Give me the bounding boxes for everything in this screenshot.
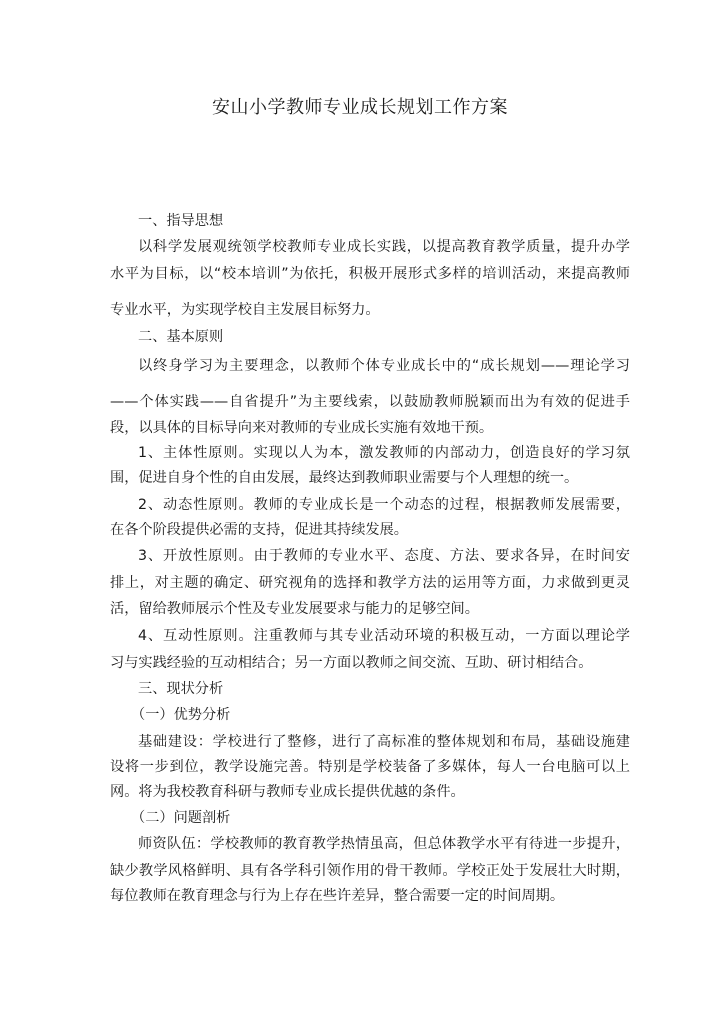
section-heading-basic-principles: 二、基本原则 <box>138 329 224 345</box>
paragraph-line: ——个体实践——自省提升”为主要线索，以鼓励教师脱颖而出为有效的促进手 <box>110 394 630 410</box>
paragraph-line: 网。将为我校教育科研与教师专业成长提供优越的条件。 <box>110 784 465 800</box>
paragraph-line: 以科学发展观统领学校教师专业成长实践，以提高教育教学质量，提升办学 <box>138 239 630 255</box>
paragraph-line: 基础建设：学校进行了整修，进行了高标准的整体规划和布局，基础设施建 <box>138 734 630 750</box>
paragraph-line: 师资队伍：学校教师的教育教学热情虽高，但总体教学水平有待进一步提升， <box>138 836 630 852</box>
paragraph-line: 设将一步到位，教学设施完善。特别是学校装备了多媒体，每人一台电脑可以上 <box>110 759 630 775</box>
principle-2-line: 在各个阶段提供必需的支持，促进其持续发展。 <box>110 522 408 538</box>
principle-4-line: 4、互动性原则。注重教师与其专业活动环境的积极互动，一方面以理论学 <box>138 628 630 644</box>
principle-1-line: 围，促进自身个性的自由发展，最终达到教师职业需要与个人理想的统一。 <box>110 470 579 486</box>
section-heading-status-analysis: 三、现状分析 <box>138 681 224 697</box>
document-title: 安山小学教师专业成长规划工作方案 <box>212 97 508 118</box>
paragraph-line: 专业水平，为实现学校自主发展目标努力。 <box>110 302 380 318</box>
principle-2-line: 2、动态性原则。教师的专业成长是一个动态的过程，根据教师发展需要， <box>138 497 630 513</box>
subsection-heading-advantages: （一）优势分析 <box>131 707 231 723</box>
paragraph-line: 每位教师在教育理念与行为上存在些许差异，整合需要一定的时间周期。 <box>110 888 565 904</box>
paragraph-line: 以终身学习为主要理念，以教师个体专业成长中的“成长规划——理论学习 <box>138 358 630 374</box>
principle-4-line: 习与实践经验的互动相结合；另一方面以教师之间交流、互助、研讨相结合。 <box>110 655 593 671</box>
section-heading-guiding-ideology: 一、指导思想 <box>138 213 224 229</box>
paragraph-line: 水平为目标，以“校本培训”为依托，积极开展形式多样的培训活动，来提高教师 <box>110 266 630 282</box>
paragraph-line: 缺少教学风格鲜明、具有各学科引领作用的骨干教师。学校正处于发展壮大时期， <box>110 863 630 879</box>
principle-3-line: 排上，对主题的确定、研究视角的选择和教学方法的运用等方面，力求做到更灵 <box>110 575 630 591</box>
principle-3-line: 3、开放性原则。由于教师的专业水平、态度、方法、要求各异，在时间安 <box>138 548 630 564</box>
paragraph-line: 段，以具体的目标导向来对教师的专业成长实施有效地干预。 <box>110 420 494 436</box>
principle-1-line: 1、主体性原则。实现以人为本，激发教师的内部动力，创造良好的学习氛 <box>138 445 630 461</box>
principle-3-line: 活，留给教师展示个性及专业发展要求与能力的足够空间。 <box>110 601 479 617</box>
subsection-heading-problems: （二）问题剖析 <box>131 810 231 826</box>
